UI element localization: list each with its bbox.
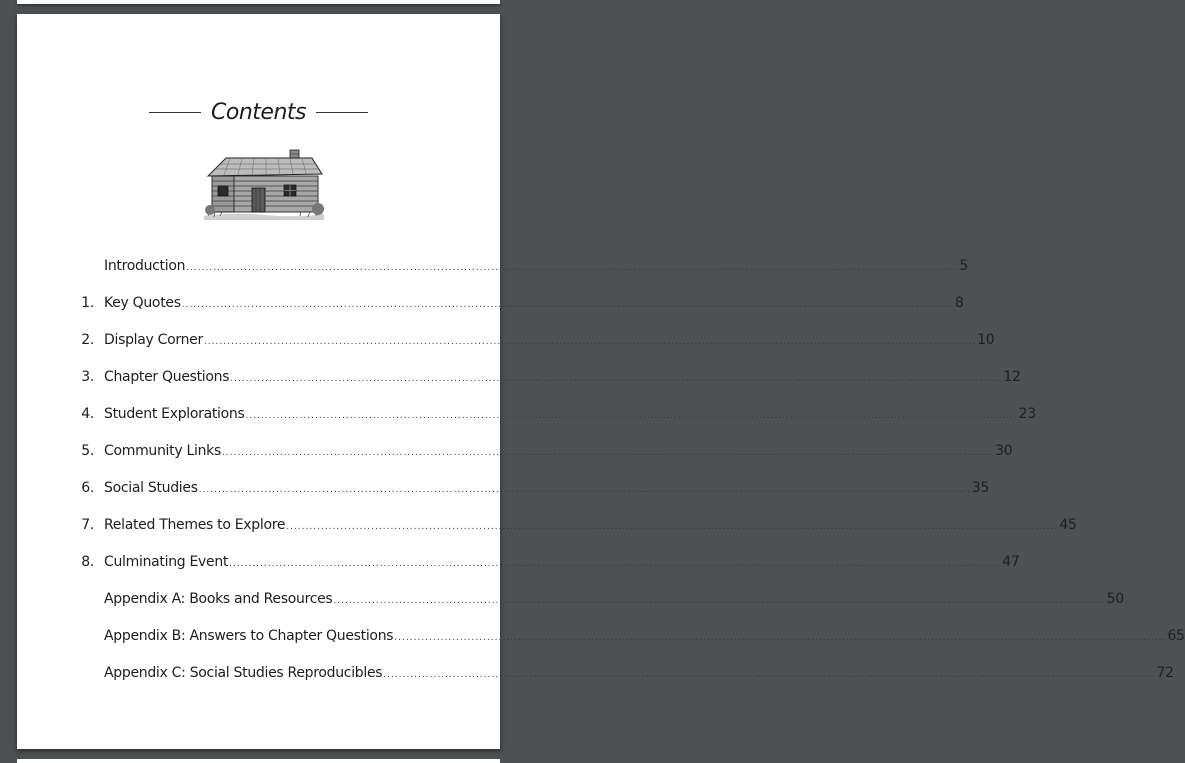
toc-entry-title: Appendix C: Social Studies Reproducibles (104, 665, 383, 681)
toc-entry-line (104, 443, 1013, 459)
title-rule-right (316, 112, 368, 113)
toc-entry-number: 3. (81, 369, 94, 385)
toc-entry-title: Related Themes to Explore (104, 517, 286, 533)
toc-entry-page: 30 (995, 443, 1013, 459)
toc-entry[interactable] (17, 258, 968, 278)
toc-entry-page: 47 (1002, 554, 1020, 570)
toc-entry-number: 6. (81, 480, 94, 496)
toc-dot-leader: ........................................................................................................................................................................................................ (394, 633, 1167, 643)
toc-dot-leader: ........................................................................................................................................................................................................ (230, 374, 1003, 384)
toc-entry-number: 5. (81, 443, 94, 459)
toc-entry[interactable] (17, 628, 1185, 648)
previous-page-edge (17, 0, 500, 4)
toc-entry-line (104, 406, 1036, 422)
toc-entry-line (104, 665, 1174, 681)
toc-dot-leader: ........................................................................................................................................................................................................ (181, 300, 954, 310)
toc-entry-number: 8. (81, 554, 94, 570)
toc-entry[interactable] (17, 406, 1036, 426)
toc-entry-title: Chapter Questions (104, 369, 230, 385)
toc-entry[interactable] (17, 665, 1174, 685)
toc-dot-leader: ........................................................................................................................................................................................................ (229, 559, 1002, 569)
toc-entry-title: Appendix A: Books and Resources (104, 591, 333, 607)
toc-entry-page: 5 (959, 258, 968, 274)
toc-entry-page: 65 (1167, 628, 1185, 644)
toc-entry-line (104, 295, 964, 311)
toc-entry-line (104, 628, 1185, 644)
title-rule-left (149, 112, 201, 113)
toc-dot-leader: ........................................................................................................................................................................................................ (186, 263, 959, 273)
toc-entry[interactable] (17, 443, 1013, 463)
toc-entry-title: Culminating Event (104, 554, 229, 570)
toc-entry-line (104, 591, 1124, 607)
toc-entry-title: Social Studies (104, 480, 198, 496)
toc-entry-page: 8 (954, 295, 964, 311)
toc-dot-leader: ........................................................................................................................................................................................................ (221, 448, 995, 458)
toc-entry[interactable] (17, 480, 990, 500)
toc-entry-number: 2. (81, 332, 94, 348)
toc-entry-line (104, 369, 1021, 385)
toc-entry-page: 35 (971, 480, 990, 496)
toc-entry-page: 50 (1106, 591, 1124, 607)
title-row (17, 100, 500, 125)
toc-entry-title: Student Explorations (104, 406, 245, 422)
toc-dot-leader: ........................................................................................................................................................................................................ (198, 485, 971, 495)
log-cabin-illustration (200, 146, 328, 224)
next-page-edge (17, 759, 500, 763)
toc-entry-title: Appendix B: Answers to Chapter Questions (104, 628, 394, 644)
toc-entry-title: Display Corner (104, 332, 203, 348)
toc-entry-line (104, 480, 990, 496)
toc-entry-page: 72 (1156, 665, 1174, 681)
toc-entry-title: Key Quotes (104, 295, 181, 311)
toc-dot-leader: ........................................................................................................................................................................................................ (245, 411, 1018, 421)
toc-entry-line (104, 258, 968, 274)
toc-entry-number: 1. (81, 295, 94, 311)
toc-entry-page: 12 (1003, 369, 1021, 385)
toc-entry-number: 4. (81, 406, 94, 422)
toc-entry-title: Community Links (104, 443, 221, 459)
toc-entry-page: 10 (977, 332, 995, 348)
toc-entry[interactable] (17, 517, 1077, 537)
document-page (17, 14, 1185, 749)
toc-entry-line (104, 554, 1020, 570)
toc-dot-leader: ........................................................................................................................................................................................................ (203, 337, 977, 347)
page-title: Contents (211, 100, 306, 125)
toc-entry[interactable] (17, 554, 1020, 574)
toc-entry-page: 45 (1059, 517, 1077, 533)
toc-entry[interactable] (17, 332, 995, 352)
toc-entry-line (104, 332, 995, 348)
toc-entry[interactable] (17, 591, 1124, 611)
toc-dot-leader: ........................................................................................................................................................................................................ (286, 522, 1059, 532)
toc-entry-title: Introduction (104, 258, 186, 274)
toc-entry[interactable] (17, 369, 1021, 389)
toc-entry-number: 7. (81, 517, 94, 533)
toc-dot-leader: ........................................................................................................................................................................................................ (383, 670, 1156, 680)
toc-entry[interactable] (17, 295, 964, 315)
toc-entry-page: 23 (1018, 406, 1036, 422)
toc-dot-leader: ........................................................................................................................................................................................................ (333, 596, 1106, 606)
toc-entry-line (104, 517, 1077, 533)
